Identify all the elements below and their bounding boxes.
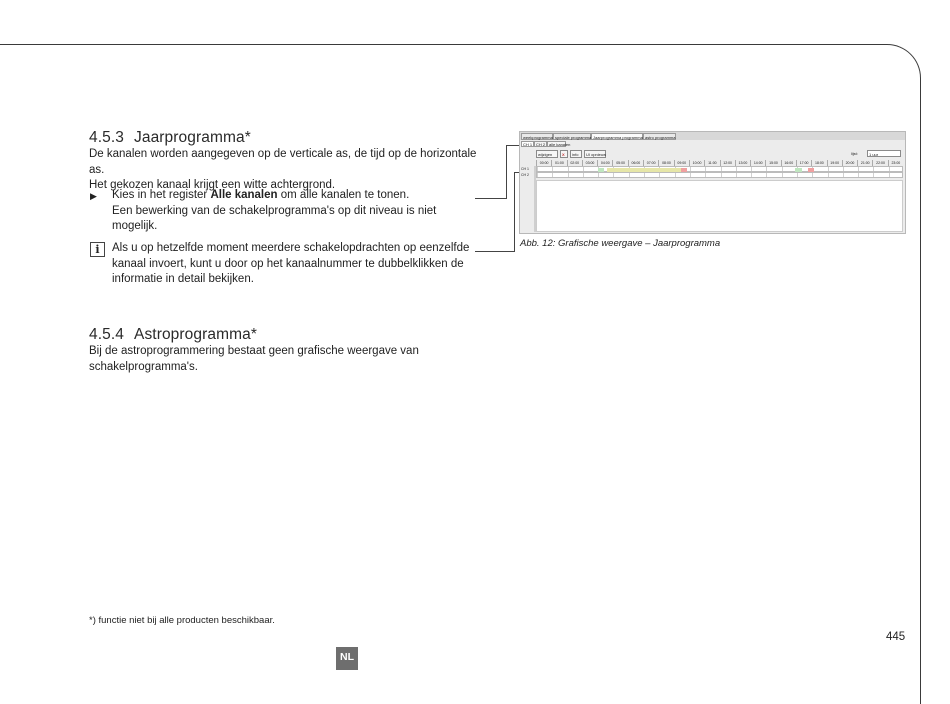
hour-cell[interactable] <box>812 167 827 171</box>
page-number: 445 <box>886 631 906 643</box>
channel-label-2[interactable]: CH 2 <box>521 173 529 177</box>
hour-cell[interactable] <box>873 173 888 177</box>
bullet-line: Een bewerking van de schakelprogramma's op dit niveau is niet mogelijk. <box>112 204 437 232</box>
hour-cell[interactable] <box>828 167 843 171</box>
hour-cell[interactable] <box>690 173 705 177</box>
bullet-paragraph <box>112 188 482 235</box>
hour-cell[interactable] <box>736 167 751 171</box>
hour-label: 11:00 <box>704 160 719 166</box>
astro-paragraph <box>89 344 479 375</box>
bullet-text: om alle kanalen te tonen. <box>277 189 410 201</box>
hour-cell[interactable] <box>766 173 781 177</box>
tab-special[interactable]: speciale programma <box>555 135 592 140</box>
bullet-text: Kies in het register <box>112 189 211 201</box>
hour-label: 16:00 <box>781 160 796 166</box>
timeline-area <box>536 180 903 232</box>
hour-label: 14:00 <box>750 160 765 166</box>
hour-label: 18:00 <box>811 160 826 166</box>
hour-cell[interactable] <box>629 173 644 177</box>
leader-line <box>475 251 514 252</box>
info-line: informatie in detail bekijken. <box>112 273 254 285</box>
intro-line: Het gekozen kanaal krijgt een witte achtergrond. <box>89 179 336 191</box>
hour-cell[interactable] <box>537 173 552 177</box>
leader-line <box>506 145 520 146</box>
hour-label: 08:00 <box>658 160 673 166</box>
hour-label: 10:00 <box>689 160 704 166</box>
bullet-arrow-icon: ▶ <box>90 191 97 201</box>
leader-line <box>475 198 506 199</box>
hour-cell[interactable] <box>705 173 720 177</box>
info-button[interactable]: info <box>570 150 582 158</box>
refresh-button[interactable]: UI opnieuw <box>586 152 607 157</box>
bullet-bold-text: Alle kanalen <box>210 189 278 201</box>
hour-cell[interactable] <box>889 167 904 171</box>
hour-label: 23:00 <box>888 160 903 166</box>
hour-cell[interactable] <box>751 173 766 177</box>
hour-cell[interactable] <box>828 173 843 177</box>
channel-label-1[interactable]: CH 1 <box>521 167 529 171</box>
hour-cell[interactable] <box>858 173 873 177</box>
footnote: *) functie niet bij alle producten beschikbaar. <box>89 615 275 626</box>
hour-cell[interactable] <box>613 173 628 177</box>
hour-cell[interactable] <box>797 173 812 177</box>
section-number: 4.5.3 <box>89 129 124 146</box>
intro-line: De kanalen worden aangegeven op de verticale as, de tijd op de horizontale as. <box>89 148 477 176</box>
hour-cell[interactable] <box>583 173 598 177</box>
hour-label: 21:00 <box>857 160 872 166</box>
hour-cell[interactable] <box>583 167 598 171</box>
hour-cell[interactable] <box>552 173 567 177</box>
zoom-label: lijst: <box>851 151 858 156</box>
channel-tab-1[interactable]: CH 1 <box>523 142 533 147</box>
hour-label: 03:00 <box>582 160 597 166</box>
hour-label: 19:00 <box>827 160 842 166</box>
hour-label: 13:00 <box>735 160 750 166</box>
info-line: Als u op hetzelfde moment meerdere schakelopdrachten op eenzelfde <box>112 242 470 254</box>
hour-label: 04:00 <box>597 160 612 166</box>
hour-cell[interactable] <box>552 167 567 171</box>
program-tab-bar <box>520 132 905 140</box>
hour-label: 05:00 <box>612 160 627 166</box>
hour-cell[interactable] <box>598 173 613 177</box>
section-title: Jaarprogramma* <box>134 129 251 146</box>
info-line: kanaal invoert, kunt u door op het kanaalnummer te dubbelklikken de <box>112 257 464 270</box>
tab-week[interactable]: weekprogramma <box>523 135 553 140</box>
hour-cell[interactable] <box>644 173 659 177</box>
channel-tab-2[interactable]: CH 2 <box>536 142 546 147</box>
info-paragraph <box>112 241 482 288</box>
hour-cell[interactable] <box>766 167 781 171</box>
hour-label: 00:00 <box>536 160 551 166</box>
section-heading-jaarprogramma <box>89 129 251 147</box>
leader-line <box>514 172 515 252</box>
hour-cell[interactable] <box>690 167 705 171</box>
zoom-select[interactable]: 1 uur <box>867 150 901 157</box>
hour-cell[interactable] <box>675 173 690 177</box>
year-program-screenshot <box>519 131 906 234</box>
delete-button[interactable]: X <box>560 150 568 158</box>
language-tab[interactable]: NL <box>336 647 358 670</box>
section-heading-astroprogramma <box>89 326 257 344</box>
hour-label: 12:00 <box>720 160 735 166</box>
section-number: 4.5.4 <box>89 326 124 343</box>
hour-cell[interactable] <box>782 173 797 177</box>
section-title: Astroprogramma* <box>134 326 257 343</box>
channel-row-2[interactable] <box>536 172 903 178</box>
hour-cell[interactable] <box>843 167 858 171</box>
hour-cell[interactable] <box>812 173 827 177</box>
leader-line <box>506 145 507 199</box>
hour-label: 17:00 <box>796 160 811 166</box>
hour-cell[interactable] <box>721 167 736 171</box>
hour-label: 22:00 <box>872 160 887 166</box>
hour-label: 02:00 <box>567 160 582 166</box>
hour-cell[interactable] <box>568 167 583 171</box>
hour-cell[interactable] <box>721 173 736 177</box>
edit-button[interactable]: wijzigen <box>536 150 558 158</box>
hour-cell[interactable] <box>873 167 888 171</box>
hour-label: 09:00 <box>674 160 689 166</box>
hour-cell[interactable] <box>858 167 873 171</box>
hour-cell[interactable] <box>736 173 751 177</box>
hour-cell[interactable] <box>659 173 674 177</box>
astro-line: schakelprogramma's. <box>89 360 198 373</box>
hour-label: 06:00 <box>628 160 643 166</box>
hour-cell[interactable] <box>843 173 858 177</box>
astro-line: Bij de astroprogrammering bestaat geen grafische weergave van <box>89 345 419 357</box>
hour-cell[interactable] <box>705 167 720 171</box>
hour-label: 01:00 <box>551 160 566 166</box>
hour-cell[interactable] <box>568 173 583 177</box>
hour-cell[interactable] <box>537 167 552 171</box>
hour-cell[interactable] <box>889 173 904 177</box>
tab-astro[interactable]: astro programma <box>645 135 676 140</box>
hour-cell[interactable] <box>751 167 766 171</box>
hour-label: 20:00 <box>842 160 857 166</box>
tab-year[interactable]: Jaarprogramma programma <box>593 135 643 140</box>
channel-tab-all[interactable]: alle kanalen <box>549 142 571 147</box>
hour-label: 15:00 <box>765 160 780 166</box>
intro-paragraph <box>89 147 479 194</box>
hour-label: 07:00 <box>643 160 658 166</box>
figure-caption: Abb. 12: Grafische weergave – Jaarprogramma <box>520 238 721 249</box>
info-icon: i <box>90 242 105 257</box>
